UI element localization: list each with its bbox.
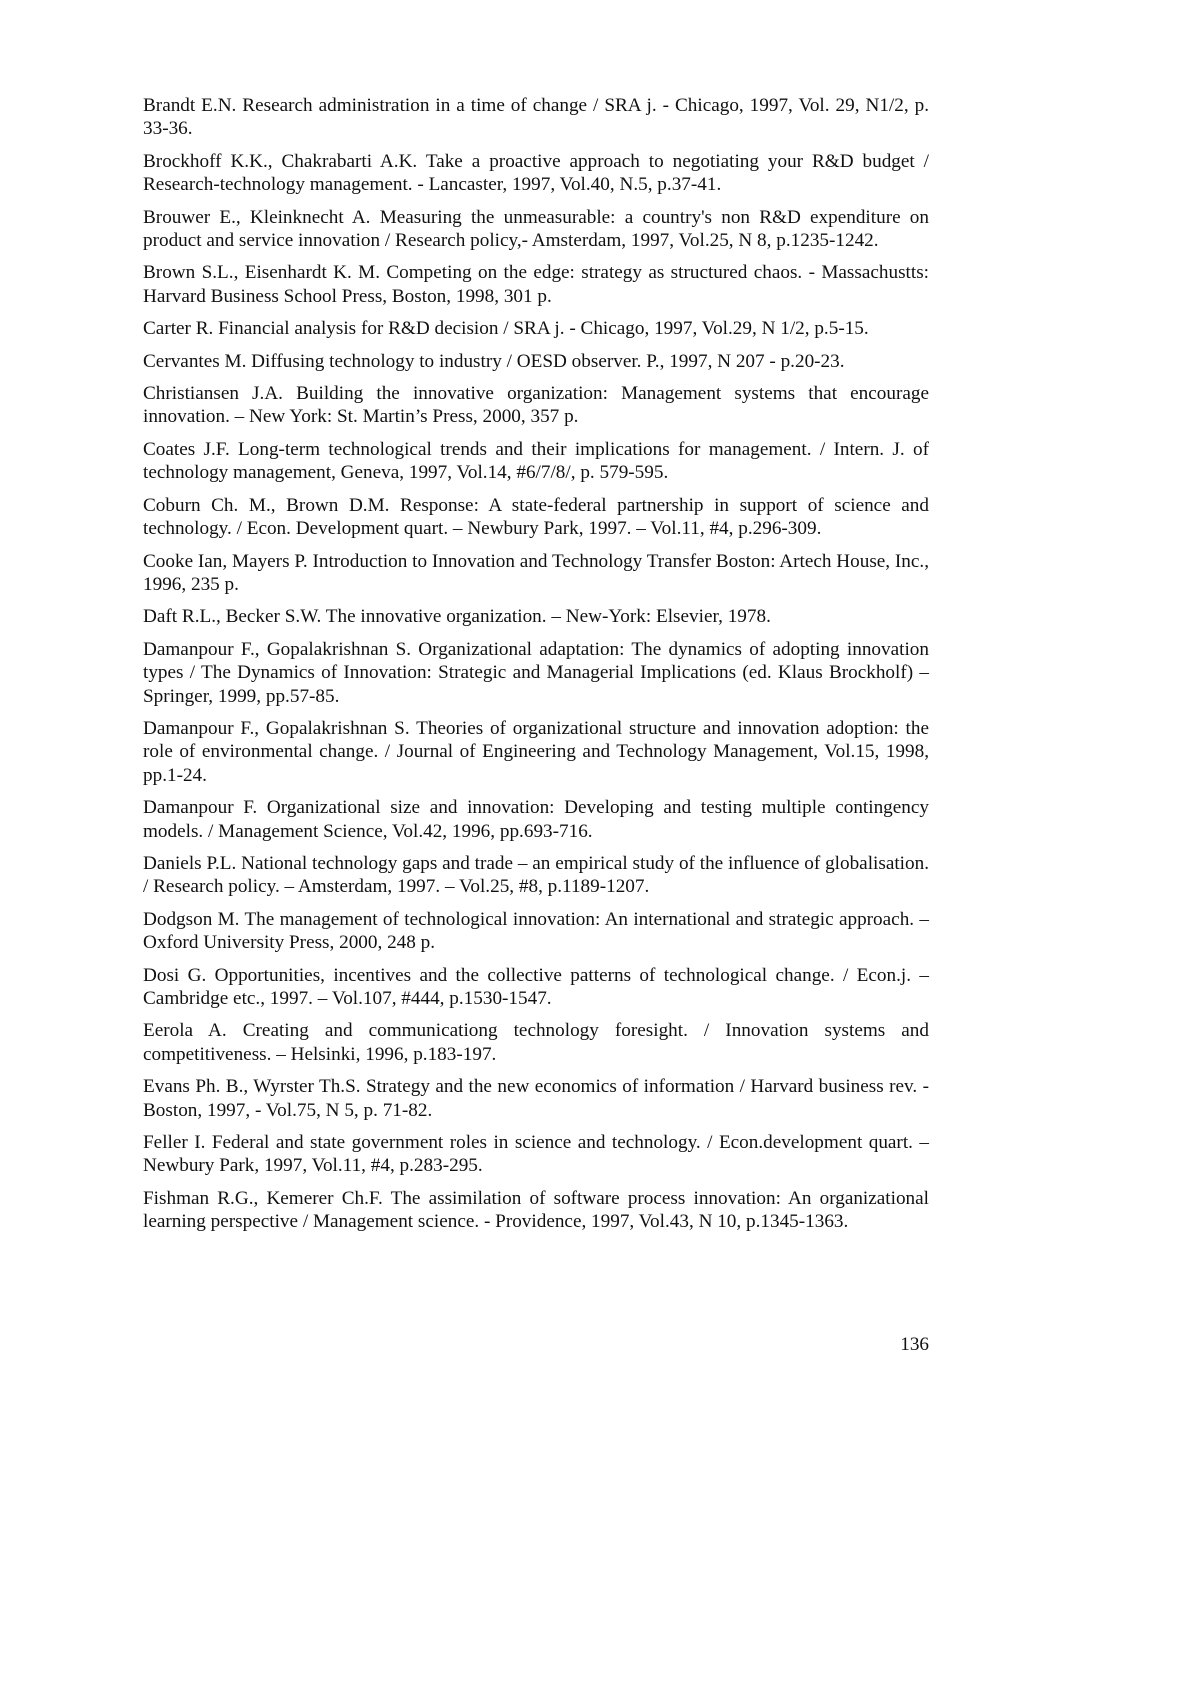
reference-entry: Evans Ph. B., Wyrster Th.S. Strategy and the new economics of information / Harvard business rev. - Boston, 1997, - Vol.75, N 5, p. 71-82. bbox=[143, 1076, 929, 1121]
reference-entry: Dosi G. Opportunities, incentives and the collective patterns of technological change. / Econ.j. – Cambridge etc., 1997. – Vol.107, #444, p.1530-1547. bbox=[143, 964, 929, 1009]
reference-entry: Dodgson M. The management of technological innovation: An international and strategic approach. – Oxford University Press, 2000, 248 p. bbox=[143, 908, 929, 954]
reference-entry: Brockhoff K.K., Chakrabarti A.K. Take a proactive approach to negotiating your R&D budget / Research-technology management. - Lancaster, 1997, Vol.40, N.5, p.37-41. bbox=[143, 150, 929, 196]
reference-entry: Coburn Ch. M., Brown D.M. Response: A state-federal partnership in support of science and technology. / Econ. Development quart. – Newbury Park, 1997. – Vol.11, #4, p.296-309. bbox=[143, 494, 929, 540]
reference-entry: Eerola A. Creating and communicationg technology foresight. / Innovation systems and competitiveness. – Helsinki, 1996, p.183-197. bbox=[143, 1020, 929, 1065]
reference-entry: Carter R. Financial analysis for R&D decision / SRA j. - Chicago, 1997, Vol.29, N 1/2, p.5-15. bbox=[143, 318, 869, 340]
reference-list bbox=[143, 94, 929, 1234]
reference-entry: Brown S.L., Eisenhardt K. M. Competing on the edge: strategy as structured chaos. - Massachustts: Harvard Business School Press, Boston, 1998, 301 p. bbox=[143, 262, 929, 307]
reference-entry: Daniels P.L. National technology gaps and trade – an empirical study of the influence of globalisation. / Research policy. – Amsterdam, 1997. – Vol.25, #8, p.1189-1207. bbox=[143, 852, 929, 898]
reference-entry: Damanpour F., Gopalakrishnan S. Theories of organizational structure and innovation adoption: the role of environmental change. / Journal of Engineering and Technology Management, Vol.15, 1998, pp.1-24. bbox=[143, 717, 929, 786]
reference-entry: Damanpour F. Organizational size and innovation: Developing and testing multiple contingency models. / Management Science, Vol.42, 1996, pp.693-716. bbox=[143, 797, 929, 842]
reference-entry: Daft R.L., Becker S.W. The innovative organization. – New-York: Elsevier, 1978. bbox=[143, 606, 771, 628]
reference-entry: Cooke Ian, Mayers P. Introduction to Innovation and Technology Transfer Boston: Artech House, Inc., 1996, 235 p. bbox=[143, 550, 929, 595]
reference-entry: Christiansen J.A. Building the innovative organization: Management systems that encourage innovation. – New York: St. Martin’s Press, 2000, 357 p. bbox=[143, 383, 929, 428]
page-number: 136 bbox=[900, 1334, 929, 1355]
reference-entry: Coates J.F. Long-term technological trends and their implications for management. / Intern. J. of technology management, Geneva, 1997, Vol.14, #6/7/8/, p. 579-595. bbox=[143, 438, 929, 484]
reference-entry: Brouwer E., Kleinknecht A. Measuring the unmeasurable: a country's non R&D expenditure on product and service innovation / Research policy,- Amsterdam, 1997, Vol.25, N 8, p.1235-1242. bbox=[143, 206, 929, 252]
reference-entry: Damanpour F., Gopalakrishnan S. Organizational adaptation: The dynamics of adopting innovation types / The Dynamics of Innovation: Strategic and Managerial Implications (ed. Klaus Brockholf) – Springer, 1999, pp.57-85. bbox=[143, 638, 929, 707]
reference-page bbox=[143, 94, 929, 1243]
reference-entry: Feller I. Federal and state government roles in science and technology. / Econ.development quart. – Newbury Park, 1997, Vol.11, #4, p.283-295. bbox=[143, 1132, 929, 1177]
reference-entry: Fishman R.G., Kemerer Ch.F. The assimilation of software process innovation: An organizational learning perspective / Management science. - Providence, 1997, Vol.43, N 10, p.1345-1363. bbox=[143, 1187, 929, 1233]
reference-entry: Brandt E.N. Research administration in a time of change / SRA j. - Chicago, 1997, Vol. 29, N1/2, p. 33-36. bbox=[143, 95, 929, 140]
reference-entry: Cervantes M. Diffusing technology to industry / OESD observer. P., 1997, N 207 - p.20-23. bbox=[143, 350, 845, 372]
